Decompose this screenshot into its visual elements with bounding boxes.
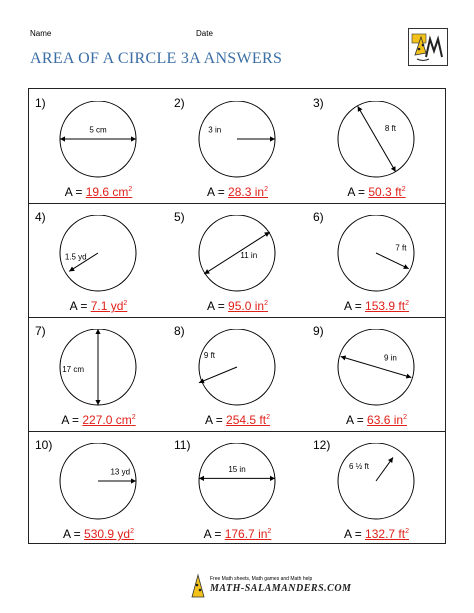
answer-line xyxy=(168,185,307,199)
arrowhead xyxy=(69,266,75,271)
circle-outline xyxy=(338,101,414,177)
answer-line xyxy=(307,299,446,313)
problem-cell xyxy=(168,89,307,203)
problem-number: 5) xyxy=(174,210,185,224)
problem-cell xyxy=(307,317,446,431)
problem-number: 7) xyxy=(35,324,46,338)
diameter-line xyxy=(204,232,270,274)
answer-prefix: A = xyxy=(205,413,227,427)
problem-number: 9) xyxy=(313,324,324,338)
arrowhead xyxy=(388,457,393,463)
answer-value xyxy=(225,527,272,541)
answer-line xyxy=(29,527,168,541)
problem-cell xyxy=(29,317,168,431)
problem-cell xyxy=(29,89,168,203)
answer-exponent: 2 xyxy=(130,528,134,535)
arrowhead xyxy=(95,400,100,405)
circle-figure xyxy=(168,215,307,310)
salamander-logo-icon xyxy=(408,28,448,66)
arrowhead xyxy=(270,136,275,141)
circle-figure xyxy=(307,101,446,196)
diameter-line xyxy=(341,357,412,378)
answer-exponent: 2 xyxy=(403,414,407,421)
problem-grid xyxy=(28,88,446,544)
measurement-label: 13 yd xyxy=(110,467,131,477)
diameter-line xyxy=(358,106,396,172)
answer-line xyxy=(168,527,307,541)
problem-cell xyxy=(307,89,446,203)
answer-prefix: A = xyxy=(203,527,225,541)
arrowhead xyxy=(264,232,270,237)
radius-line xyxy=(199,367,237,383)
answer-prefix: A = xyxy=(347,185,369,199)
answer-value xyxy=(228,299,268,313)
answer-value xyxy=(226,413,270,427)
problem-number: 11) xyxy=(174,438,191,452)
measurement-label: 17 cm xyxy=(62,365,85,375)
answer-line xyxy=(29,185,168,199)
answer-value xyxy=(91,299,128,313)
arrowhead xyxy=(204,269,210,274)
answer-number: 95.0 in xyxy=(228,299,265,313)
problem-cell xyxy=(168,431,307,545)
problem-number: 3) xyxy=(313,96,324,110)
answer-exponent: 2 xyxy=(266,414,270,421)
problem-cell xyxy=(307,203,446,317)
problem-number: 4) xyxy=(35,210,46,224)
arrowhead xyxy=(406,374,412,379)
answer-value xyxy=(365,299,409,313)
answer-value xyxy=(367,413,407,427)
answer-line xyxy=(168,299,307,313)
date-label: Date xyxy=(196,29,213,38)
problem-number: 8) xyxy=(174,324,185,338)
answer-prefix: A = xyxy=(63,527,85,541)
problem-number: 10) xyxy=(35,438,53,452)
arrowhead xyxy=(95,329,100,334)
measurement-label: 11 in xyxy=(240,251,258,261)
name-label: Name xyxy=(30,29,52,38)
measurement-label: 15 in xyxy=(228,464,246,474)
answer-number: 176.7 in xyxy=(224,527,268,541)
answer-number: 19.6 cm xyxy=(85,185,129,199)
answer-line xyxy=(29,413,168,427)
answer-line xyxy=(307,527,446,541)
answer-value xyxy=(365,527,409,541)
measurement-label: 8 ft xyxy=(384,124,396,134)
arrowhead xyxy=(131,136,136,141)
answer-number: 28.3 in xyxy=(228,185,265,199)
measurement-label: 9 in xyxy=(383,353,397,363)
measurement-label: 6 ½ ft xyxy=(348,462,369,472)
circle-figure xyxy=(307,329,446,424)
answer-line xyxy=(168,413,307,427)
answer-number: 227.0 cm xyxy=(82,413,132,427)
answer-number: 132.7 ft xyxy=(365,527,406,541)
answer-prefix: A = xyxy=(346,413,368,427)
problem-cell xyxy=(168,317,307,431)
answer-number: 50.3 ft xyxy=(368,185,402,199)
answer-prefix: A = xyxy=(64,185,86,199)
answer-exponent: 2 xyxy=(405,300,409,307)
answer-exponent: 2 xyxy=(401,186,406,193)
problem-number: 2) xyxy=(174,96,185,110)
answer-line xyxy=(29,299,168,313)
problem-cell xyxy=(168,203,307,317)
answer-number: 530.9 yd xyxy=(84,527,131,541)
arrowhead xyxy=(131,478,136,483)
answer-number: 63.6 in xyxy=(367,413,404,427)
circle-figure xyxy=(29,215,168,310)
page-title: AREA OF A CIRCLE 3A ANSWERS xyxy=(30,50,283,67)
problem-cell xyxy=(307,431,446,545)
circle-outline xyxy=(199,443,275,519)
answer-exponent: 2 xyxy=(405,528,409,535)
answer-exponent: 2 xyxy=(131,414,136,421)
circle-figure xyxy=(307,215,446,310)
answer-prefix: A = xyxy=(207,299,229,313)
circle-figure xyxy=(168,443,307,538)
answer-value xyxy=(86,185,133,199)
measurement-label: 7 ft xyxy=(395,243,407,253)
circle-figure xyxy=(29,443,168,538)
arrowhead xyxy=(60,136,65,141)
answer-prefix: A = xyxy=(207,185,229,199)
answer-prefix: A = xyxy=(344,299,366,313)
answer-prefix: A = xyxy=(69,299,91,313)
footer-brand: MATH-SALAMANDERS.COM xyxy=(210,583,352,594)
problem-cell xyxy=(29,203,168,317)
measurement-label: 1.5 yd xyxy=(64,252,87,262)
circle-figure xyxy=(168,329,307,424)
answer-value xyxy=(228,185,268,199)
answer-value xyxy=(84,527,134,541)
answer-line xyxy=(307,185,446,199)
arrowhead xyxy=(341,355,347,360)
circle-figure xyxy=(307,443,446,538)
measurement-label: 3 in xyxy=(208,125,222,135)
answer-number: 254.5 ft xyxy=(226,413,267,427)
circle-figure xyxy=(29,101,168,196)
problem-number: 12) xyxy=(313,438,331,452)
problem-number: 6) xyxy=(313,210,324,224)
measurement-label: 5 cm xyxy=(89,125,107,135)
answer-number: 7.1 yd xyxy=(90,299,124,313)
answer-number: 153.9 ft xyxy=(365,299,406,313)
radius-line xyxy=(376,253,409,269)
circle-figure xyxy=(168,101,307,196)
answer-value xyxy=(368,185,405,199)
problem-number: 1) xyxy=(35,96,46,110)
answer-prefix: A = xyxy=(61,413,83,427)
answer-prefix: A = xyxy=(344,527,366,541)
answer-exponent: 2 xyxy=(267,528,272,535)
problem-cell xyxy=(29,431,168,545)
answer-exponent: 2 xyxy=(264,300,268,307)
answer-exponent: 2 xyxy=(128,186,133,193)
measurement-label: 9 ft xyxy=(203,350,216,360)
answer-line xyxy=(307,413,446,427)
answer-value xyxy=(82,413,135,427)
answer-exponent: 2 xyxy=(123,300,128,307)
footer-tagline: Free Math sheets, Math games and Math help xyxy=(210,576,313,582)
circle-figure xyxy=(29,329,168,424)
answer-exponent: 2 xyxy=(264,186,268,193)
